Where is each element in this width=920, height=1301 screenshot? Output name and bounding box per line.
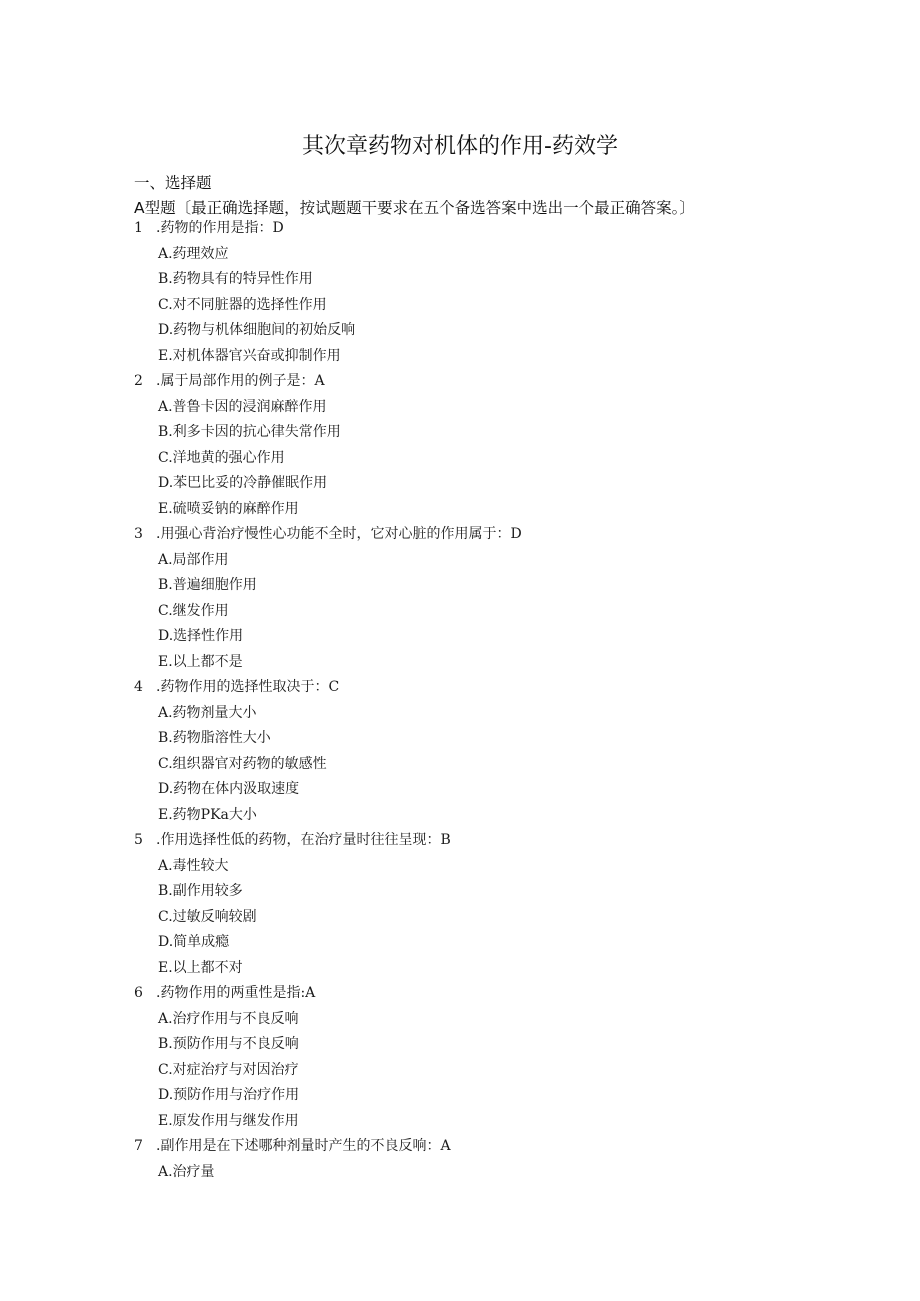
question-number: 2 <box>134 373 143 389</box>
question-text: .用强心背治疗慢性心功能不全时，它对心脏的作用属于：D <box>156 526 522 542</box>
section-heading: 一、选择题 <box>134 174 212 192</box>
answer-option: A.普鲁卡因的浸润麻醉作用 <box>158 398 327 415</box>
question-stem <box>134 216 834 242</box>
answer-option: E.以上都不对 <box>158 959 243 976</box>
question-text: .属于局部作用的例子是：A <box>156 373 325 389</box>
answer-option: D.预防作用与治疗作用 <box>158 1087 300 1103</box>
answer-option: C.洋地黄的强心作用 <box>158 449 285 466</box>
question-stem <box>134 981 834 1007</box>
answer-option: B.利多卡因的抗心律失常作用 <box>158 424 341 440</box>
question-list <box>134 216 834 1185</box>
question-text: .药物作用的选择性取决于：C <box>156 679 340 695</box>
answer-option: E.硫喷妥钠的麻醉作用 <box>158 500 299 517</box>
answer-option: A.药理效应 <box>158 245 229 262</box>
answer-option: D.选择性作用 <box>158 628 244 644</box>
question-number: 3 <box>134 526 143 542</box>
question-text: .副作用是在下述哪种剂量时产生的不良反响：A <box>156 1138 451 1154</box>
question-stem <box>134 369 834 395</box>
answer-option: B.预防作用与不良反响 <box>158 1036 299 1052</box>
answer-option: C.过敏反响较剧 <box>158 908 257 925</box>
answer-option: C.对症治疗与对因治疗 <box>158 1061 299 1078</box>
question-number: 6 <box>134 985 143 1001</box>
answer-option: C.组织器官对药物的敏感性 <box>158 755 327 772</box>
answer-option: A.治疗量 <box>158 1163 215 1180</box>
question-number: 7 <box>134 1138 143 1154</box>
question-stem <box>134 828 834 854</box>
answer-option: C.对不同脏器的选择性作用 <box>158 296 327 313</box>
document-title: 其次章药物对机体的作用-药效学 <box>302 134 618 159</box>
answer-option: A.药物剂量大小 <box>158 704 257 721</box>
answer-option: C.继发作用 <box>158 602 229 619</box>
question-number: 1 <box>134 220 143 236</box>
question-number: 5 <box>134 832 143 848</box>
answer-option: E.对机体器官兴奋或抑制作用 <box>158 347 341 364</box>
answer-option: B.药物具有的特异性作用 <box>158 271 313 287</box>
answer-option: D.药物在体内汲取速度 <box>158 781 300 797</box>
question-stem <box>134 1134 834 1160</box>
answer-option: E.药物PKa大小 <box>158 806 257 823</box>
answer-option: A.治疗作用与不良反响 <box>158 1010 299 1027</box>
question-number: 4 <box>134 679 143 695</box>
answer-option: D.苯巴比妥的冷静催眠作用 <box>158 475 328 491</box>
question-type-instruction: A型题〔最正确选择题，按试题题干要求在五个备选答案中选出一个最正确答案。〕 <box>134 199 695 217</box>
answer-option: D.药物与机体细胞间的初始反响 <box>158 322 356 338</box>
question-text: .作用选择性低的药物，在治疗量时往往呈现：B <box>156 832 451 848</box>
question-stem <box>134 522 834 548</box>
answer-option: A.局部作用 <box>158 551 229 568</box>
answer-option: E.以上都不是 <box>158 653 243 670</box>
question-text: .药物作用的两重性是指:A <box>156 985 316 1001</box>
answer-option: B.普遍细胞作用 <box>158 577 257 593</box>
answer-option: E.原发作用与继发作用 <box>158 1112 299 1129</box>
answer-option: B.药物脂溶性大小 <box>158 730 271 746</box>
question-stem <box>134 675 834 701</box>
answer-option: D.简单成瘾 <box>158 934 230 950</box>
question-text: .药物的作用是指：D <box>156 220 284 236</box>
answer-option: B.副作用较多 <box>158 883 243 899</box>
answer-option: A.毒性较大 <box>158 857 229 874</box>
